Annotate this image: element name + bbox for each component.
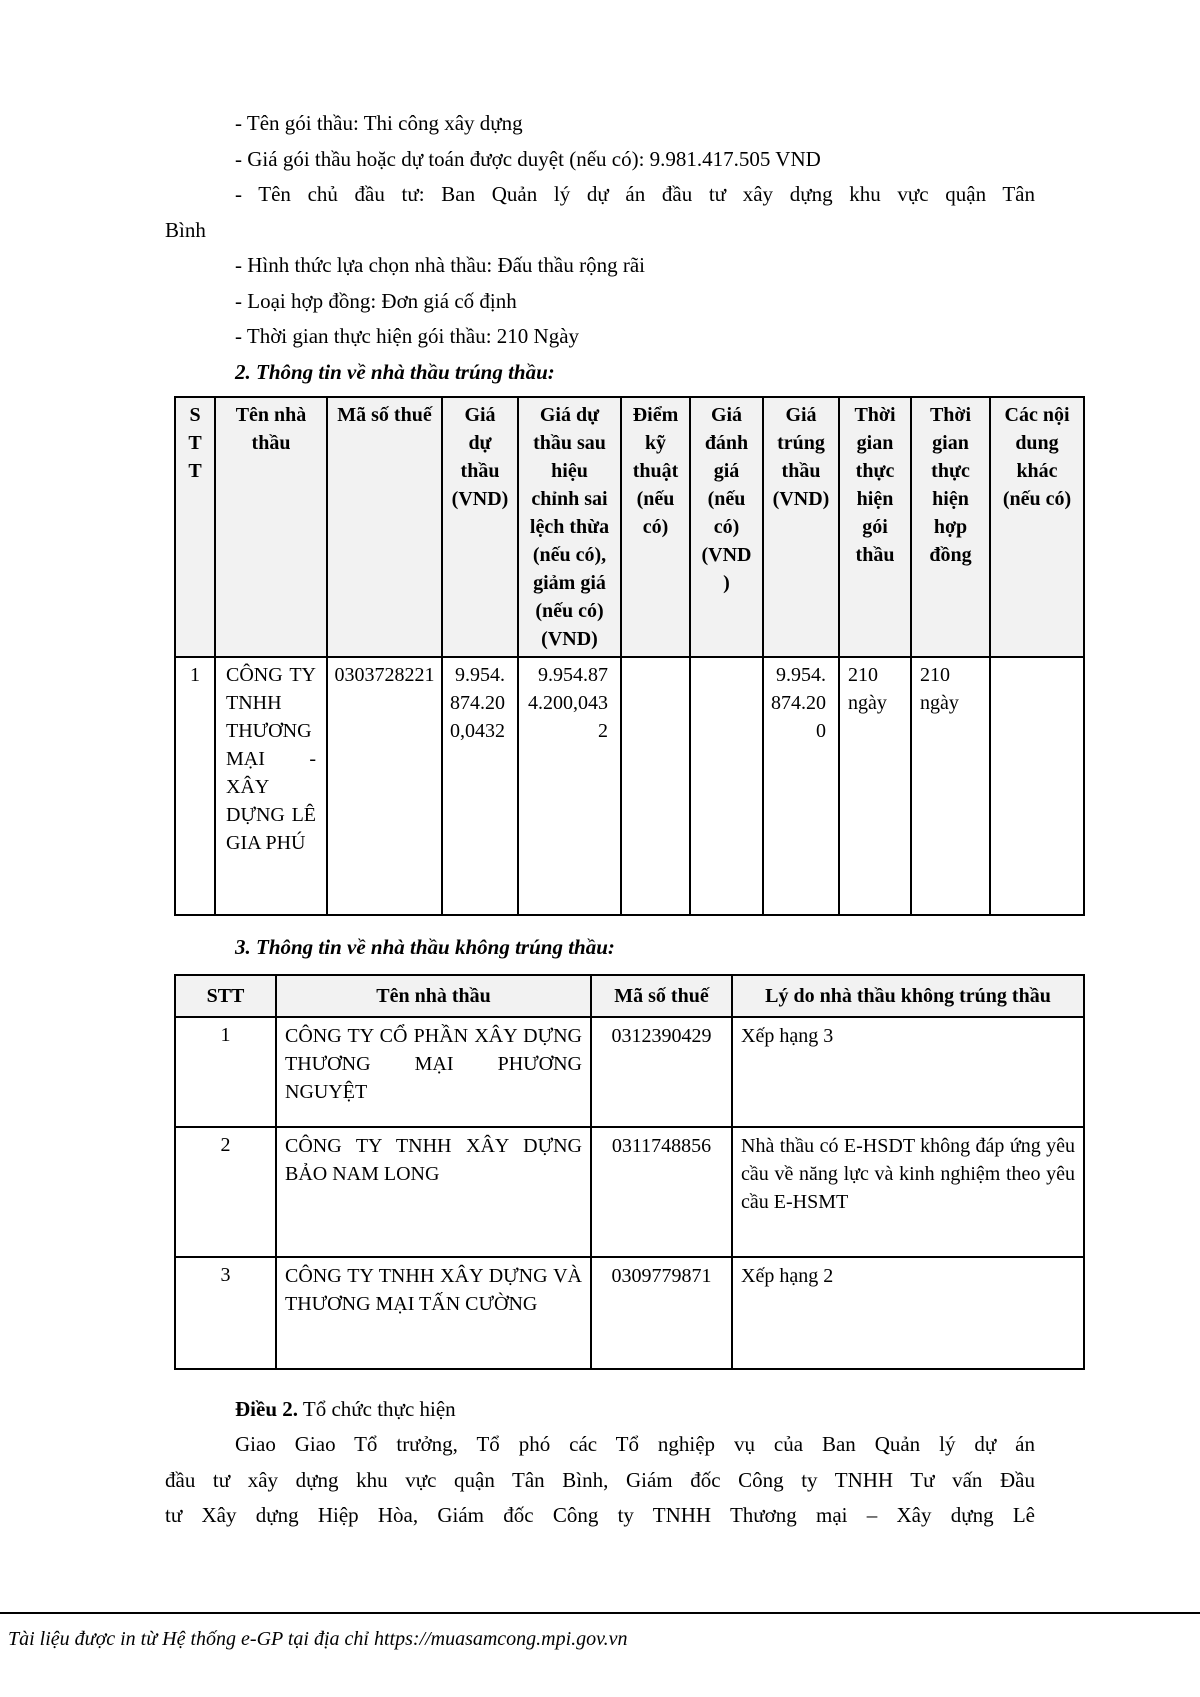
row3-name-cell: CÔNG TY TNHH XÂY DỰNG VÀ THƯƠNG MẠI TẤN CƯỜNG xyxy=(276,1257,591,1369)
winning-contractor-row xyxy=(175,657,1084,915)
unsuccessful-contractor-row xyxy=(175,1017,1084,1127)
row2-reason-cell: Nhà thầu có E-HSDT không đáp ứng yêu cầu về năng lực và kinh nghiệm theo yêu cầu E-HSMT xyxy=(732,1127,1084,1257)
column-header-evaluated-price: Giá đánh giá (nếu có) (VND) xyxy=(690,397,763,657)
article2-title: Tổ chức thực hiện xyxy=(298,1396,456,1421)
column-header-winning-price: Giá trúng thầu (VND) xyxy=(763,397,839,657)
winner-contract-duration-cell: 210 ngày xyxy=(911,657,990,915)
column-header-tax-id: Mã số thuế xyxy=(591,975,732,1017)
column-header-contractor-name: Tên nhà thầu xyxy=(215,397,327,657)
column-header-stt: STT xyxy=(175,397,215,657)
article2-body-line: đầu tư xây dựng khu vực quận Tân Bình, Giám đốc Công ty TNHH Tư vấn Đầu xyxy=(165,1467,1035,1492)
row2-name-cell: CÔNG TY TNHH XÂY DỰNG BẢO NAM LONG xyxy=(276,1127,591,1257)
winner-winning-price-cell: 9.954.874.200 xyxy=(763,657,839,915)
article2-body-line: tư Xây dựng Hiệp Hòa, Giám đốc Công ty TNHH Thương mại – Xây dựng Lê xyxy=(165,1503,1035,1527)
intro-line-duration: - Thời gian thực hiện gói thầu: 210 Ngày xyxy=(235,324,580,348)
winning-contractor-table xyxy=(174,396,1085,916)
intro-line-package-name: - Tên gói thầu: Thi công xây dựng xyxy=(235,111,523,135)
article2-body-line: Giao Giao Tổ trưởng, Tổ phó các Tổ nghiệp vụ của Ban Quản lý dự án xyxy=(235,1432,1035,1456)
intro-line-selection-form: - Hình thức lựa chọn nhà thầu: Đấu thầu rộng rãi xyxy=(235,253,645,277)
footer-print-note: Tài liệu được in từ Hệ thống e-GP tại địa chỉ https://muasamcong.mpi.gov.vn xyxy=(8,1628,628,1650)
column-header-contractor-name: Tên nhà thầu xyxy=(276,975,591,1017)
column-header-bid-price: Giá dự thầu (VND) xyxy=(442,397,518,657)
column-header-other-content: Các nội dung khác (nếu có) xyxy=(990,397,1084,657)
intro-line-package-price: - Giá gói thầu hoặc dự toán được duyệt (nếu có): 9.981.417.505 VND xyxy=(235,146,821,171)
unsuccessful-contractor-row xyxy=(175,1127,1084,1257)
winner-name-cell: CÔNG TY TNHH THƯƠNG MẠI - XÂY DỰNG LÊ GIA PHÚ xyxy=(215,657,327,915)
row3-reason-cell: Xếp hạng 2 xyxy=(732,1257,1084,1369)
row1-tax-id-cell: 0312390429 xyxy=(591,1017,732,1127)
row1-reason-cell: Xếp hạng 3 xyxy=(732,1017,1084,1127)
row1-stt-cell: 1 xyxy=(175,1017,276,1127)
unsuccessful-table-header-row xyxy=(175,975,1084,1017)
winner-stt-cell: 1 xyxy=(175,657,215,915)
column-header-tax-id: Mã số thuế xyxy=(327,397,442,657)
column-header-rejection-reason: Lý do nhà thầu không trúng thầu xyxy=(732,975,1084,1017)
intro-line-investor: - Tên chủ đầu tư: Ban Quản lý dự án đầu tư xây dựng khu vực quận Tân xyxy=(235,182,1035,206)
page-footer xyxy=(0,1612,1200,1651)
row1-name-cell: CÔNG TY CỔ PHẦN XÂY DỰNG THƯƠNG MẠI PHƯƠNG NGUYỆT xyxy=(276,1017,591,1127)
column-header-package-duration: Thời gian thực hiện gói thầu xyxy=(839,397,911,657)
winner-bid-price-cell: 9.954.874.200,0432 xyxy=(442,657,518,915)
column-header-corrected-price: Giá dự thầu sau hiệu chỉnh sai lệch thừa (nếu có), giảm giá (nếu có) (VND) xyxy=(518,397,621,657)
winner-corrected-price-cell: 9.954.874.200,0432 xyxy=(518,657,621,915)
winner-technical-score-cell xyxy=(621,657,690,915)
article2-heading xyxy=(165,1392,1035,1428)
row2-tax-id-cell: 0311748856 xyxy=(591,1127,732,1257)
winner-package-duration-cell: 210 ngày xyxy=(839,657,911,915)
intro-line-contract-type: - Loại hợp đồng: Đơn giá cố định xyxy=(235,288,517,313)
row3-stt-cell: 3 xyxy=(175,1257,276,1369)
section3-title: 3. Thông tin về nhà thầu không trúng thầu: xyxy=(235,935,615,959)
unsuccessful-contractors-table xyxy=(174,974,1085,1370)
winner-evaluated-price-cell xyxy=(690,657,763,915)
article2-label: Điều 2. xyxy=(235,1396,298,1421)
row2-stt-cell: 2 xyxy=(175,1127,276,1257)
winner-other-cell xyxy=(990,657,1084,915)
column-header-contract-duration: Thời gian thực hiện hợp đồng xyxy=(911,397,990,657)
winner-tax-id-cell: 0303728221 xyxy=(327,657,442,915)
winning-table-header-row xyxy=(175,397,1084,657)
unsuccessful-contractor-row xyxy=(175,1257,1084,1369)
section2-title: 2. Thông tin về nhà thầu trúng thầu: xyxy=(235,359,555,384)
row3-tax-id-cell: 0309779871 xyxy=(591,1257,732,1369)
column-header-stt: STT xyxy=(175,975,276,1017)
intro-line-investor-wrap: Bình xyxy=(165,217,206,242)
column-header-technical-score: Điểm kỹ thuật (nếu có) xyxy=(621,397,690,657)
